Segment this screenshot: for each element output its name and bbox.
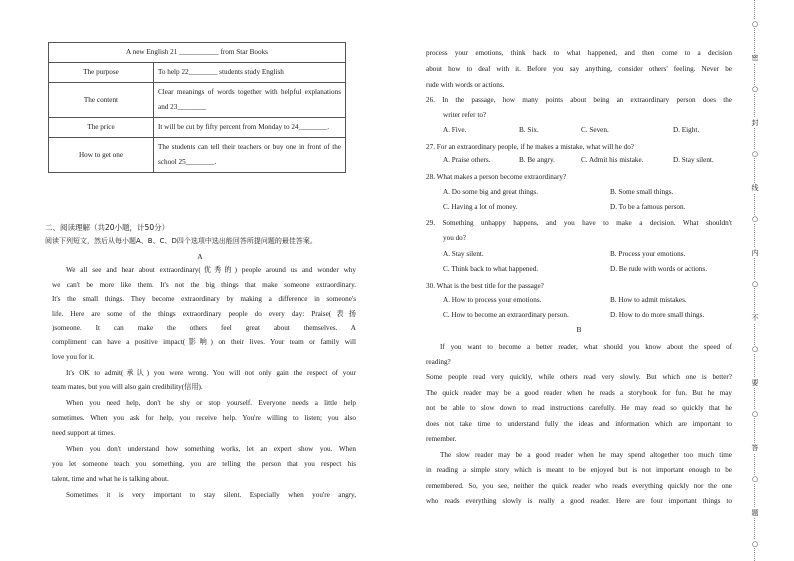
passage-a-line: team mates, but you will also gain credibility(信用).	[52, 383, 203, 391]
binding-char: 不	[748, 313, 762, 323]
answer-option: A. Stay silent.	[443, 250, 484, 258]
passage-a-line: rude with words or actions.	[426, 81, 505, 89]
answer-option: B. Process your emotions.	[610, 250, 686, 258]
answer-option: A. Do some big and great things.	[443, 188, 539, 196]
passage-a-line: When you need help, don't be shy or stop yourself. Everyone needs a little help	[66, 399, 356, 407]
question-stem: 28. What makes a person become extraordinary?	[426, 173, 567, 181]
passage-a-line: you let someone teach you something, you are telling the person that you respect his	[52, 460, 356, 468]
answer-option: A. Praise others.	[443, 156, 491, 164]
answer-option: B. How to admit mistakes.	[610, 296, 687, 304]
binding-circle-icon: ○	[748, 215, 762, 223]
binding-char: 答	[748, 443, 762, 453]
binding-circle-icon: ○	[748, 280, 762, 288]
binding-char: 线	[748, 183, 762, 193]
answer-option: B. Some small things.	[610, 188, 674, 196]
passage-b-line: The slow reader may be a good reader when he may spend altogether too much time	[440, 451, 732, 459]
passage-a-line: love you for it.	[52, 353, 95, 361]
answer-option: D. Eight.	[673, 126, 700, 134]
answer-option: D. To be a famous person.	[610, 203, 686, 211]
passage-b-line: remembered. So, you see, neither the quick reader who reads everything quickly nor the one	[426, 482, 732, 490]
binding-char: 题	[748, 508, 762, 518]
passage-a-line: It's OK to admit(承认) you were wrong. You will not only gain the respect of your	[66, 369, 356, 377]
passage-b-line: reading?	[426, 358, 451, 366]
passage-a-line: )someone. It can make the others feel great about themselves. A	[52, 324, 356, 332]
passage-a-line: It's the small things. They become extraordinary by making a difference in someone's	[52, 295, 356, 303]
passage-a-line: compliment can have a positive impact(影响) on their lives. Your team or family will	[52, 338, 356, 346]
passage-b-line: not be able to slow down to read instructions carefully. He may read so quickly that he	[426, 404, 732, 412]
binding-char: 要	[748, 378, 762, 388]
binding-circle-icon: ○	[748, 150, 762, 158]
passage-a-line: need support at times.	[52, 429, 116, 437]
passage-a-label: A	[197, 252, 203, 261]
answer-option: D. How to do more small things.	[610, 311, 705, 319]
section-heading: 二、阅读理解（共20小题，计50分）	[45, 223, 170, 232]
answer-option: A. How to process your emotions.	[443, 296, 542, 304]
binding-circle-icon: ○	[748, 85, 762, 93]
binding-char: 封	[748, 118, 762, 128]
table-value: The students can tell their teachers or buy one in front of the school 25________.	[154, 138, 346, 173]
binding-circle-icon: ○	[748, 410, 762, 418]
passage-b-label: B	[576, 325, 582, 334]
table-key: The content	[49, 83, 154, 118]
passage-a-line: Sometimes it is very important to stay silent. Especially when you're angry,	[66, 491, 356, 499]
binding-char: 内	[748, 248, 762, 258]
table-title: A new English 21 ___________ from Star Books	[49, 43, 346, 63]
question-stem: 30. What is the best title for the passage?	[426, 282, 544, 290]
question-stem: 27. For an extraordinary people, if he makes a mistake, what will he do?	[426, 143, 634, 151]
answer-option: C. Having a lot of money.	[443, 203, 518, 211]
passage-b-line: who reads everything slowly is really a good reader. Here are four important things to	[426, 497, 732, 505]
binding-circle-icon: ○	[748, 540, 762, 548]
binding-circle-icon: ○	[748, 20, 762, 28]
question-stem: writer refer to?	[443, 111, 487, 119]
passage-b-line: does not take time to understand fully the ideas and information which are important to	[426, 420, 732, 428]
answer-option: B. Be angry.	[519, 156, 555, 164]
passage-b-line: remember.	[426, 435, 457, 443]
passage-b-line: If you want to become a better reader, what should you know about the speed of	[440, 343, 732, 351]
passage-a-line: We all see and hear about extraordinary(优秀的) people around us and wonder why	[66, 266, 356, 274]
passage-a-line: life. Here are some of the things extraordinary people do every day: Praise(表扬	[52, 310, 356, 318]
passage-a-line: sometimes. When you ask for help, you receive help. You're willing to listen; you also	[52, 414, 356, 422]
answer-option: C. Seven.	[581, 126, 609, 134]
answer-option: C. Admit his mistake.	[581, 156, 644, 164]
answer-option: A. Five.	[443, 126, 467, 134]
info-table	[48, 42, 346, 173]
passage-a-line: about how to deal with it. Before you say anything, consider others' feeling. Never be	[426, 65, 732, 73]
table-key: How to get one	[49, 138, 154, 173]
answer-option: B. Six.	[519, 126, 539, 134]
question-stem: 26. In the passage, how many points about being an extraordinary person does the	[426, 96, 732, 104]
answer-option: D. Stay silent.	[673, 156, 714, 164]
table-value: Clear meanings of words together with helpful explanations and 23________	[154, 83, 346, 118]
answer-option: C. Think back to what happened.	[443, 265, 539, 273]
binding-circle-icon: ○	[748, 475, 762, 483]
passage-b-line: The quick reader may be a good reader when he reads a storybook for fun. But he may	[426, 389, 732, 397]
answer-option: D. Be rude with words or actions.	[610, 265, 708, 273]
binding-char: 密	[748, 53, 762, 63]
table-key: The purpose	[49, 63, 154, 83]
answer-option: C. How to become an extraordinary person.	[443, 311, 569, 319]
table-key: The price	[49, 118, 154, 138]
table-value: To help 22________ students study English	[154, 63, 346, 83]
passage-b-line: in reading a simple story which is meant to be enjoyed but is not important enough to be	[426, 466, 732, 474]
passage-a-line: process your emotions, think back to what happened, and then come to a decision	[426, 49, 732, 57]
passage-a-line: talent, time and what he is talking about.	[52, 475, 169, 483]
passage-a-line: we can't be more like them. It's not the big things that make someone extraordinary.	[52, 281, 356, 289]
passage-b-line: Some people read very quickly, while others read very slowly. But which one is better?	[426, 373, 732, 381]
binding-margin	[748, 0, 762, 561]
question-stem: you do?	[443, 234, 466, 242]
binding-circle-icon: ○	[748, 345, 762, 353]
section-instruction: 阅读下列短文，然后从每小题A、B、C、D四个选项中选出能回答所提问题的最佳答案。	[45, 237, 317, 245]
passage-a-line: When you don't understand how something works, let an expert show you. When	[66, 445, 356, 453]
table-value: It will be cut by fifty percent from Monday to 24________.	[154, 118, 346, 138]
question-stem: 29. Something unhappy happens, and you have to make a decision. What shouldn't	[426, 219, 732, 227]
